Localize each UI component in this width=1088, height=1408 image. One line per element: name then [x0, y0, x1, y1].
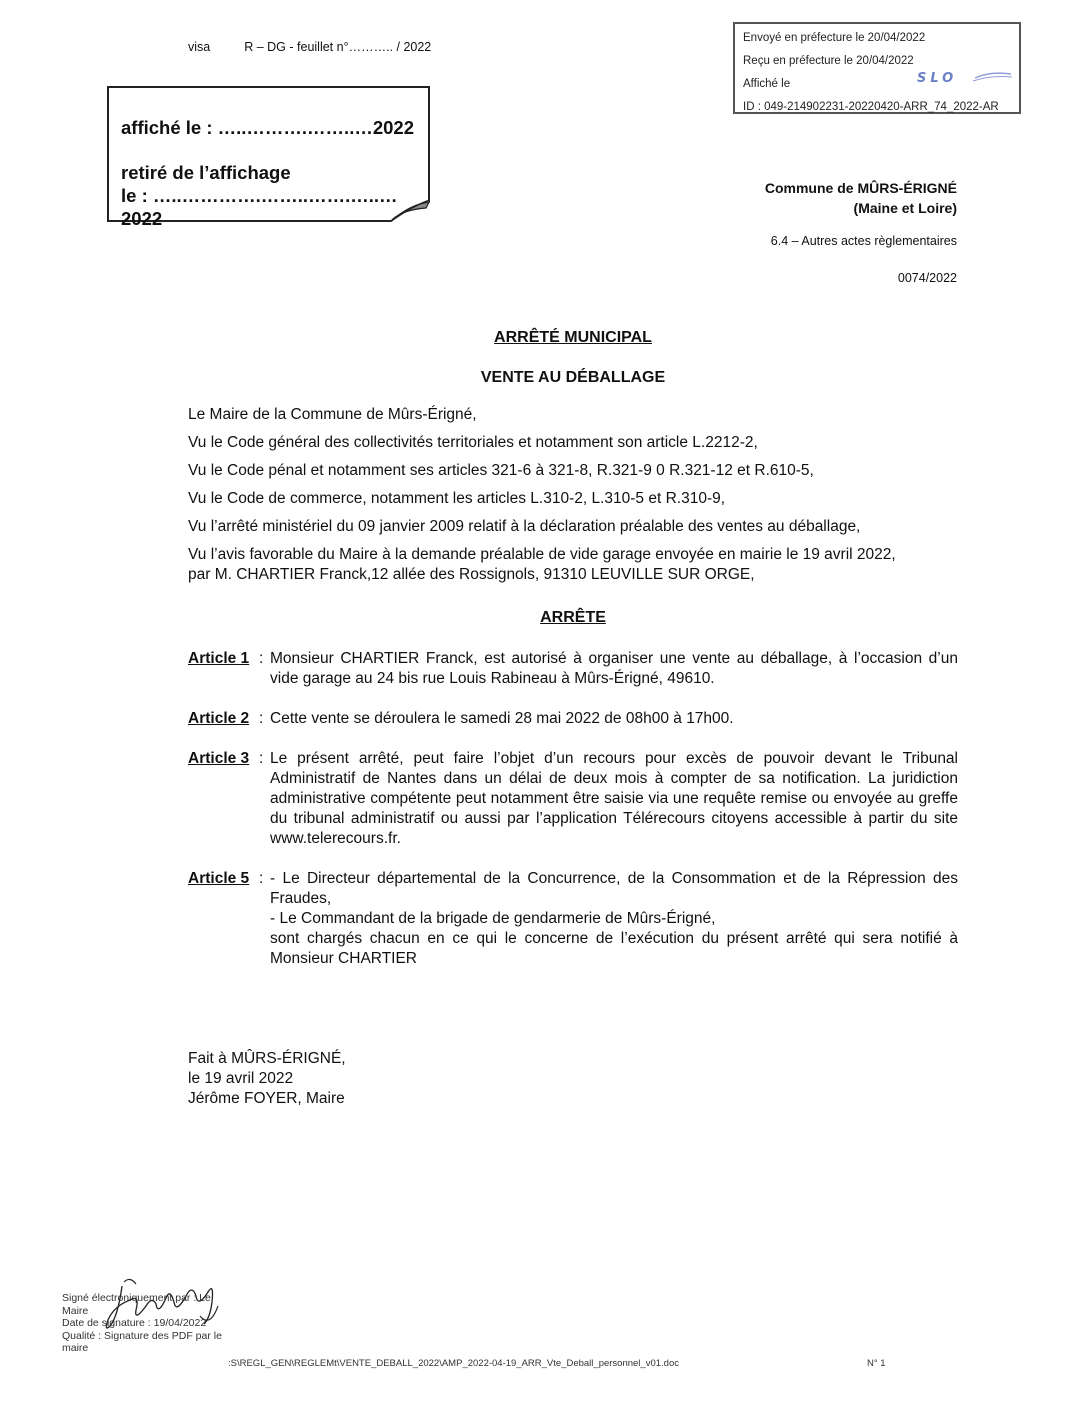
preamble-line: Vu le Code de commerce, notamment les articles L.310-2, L.310-5 et R.310-9, [188, 490, 726, 507]
arrete-heading: ARRÊTE [540, 609, 606, 626]
preamble-line: Vu le Code pénal et notamment ses articles 321-6 à 321-8, R.321-9 0 R.321-12 et R.610-5, [188, 462, 814, 479]
retire-le: le : …..………….……..…….…..…2022 [121, 185, 398, 229]
prefecture-stamp [733, 22, 1021, 114]
article-text: Cette vente se déroulera le samedi 28 mai 2022 de 08h00 à 17h00. [270, 710, 734, 727]
prefecture-recu: Reçu en préfecture le 20/04/2022 [743, 55, 914, 67]
prefecture-affiche: Affiché le [743, 78, 791, 90]
commune-block [765, 178, 957, 218]
document-title: ARRÊTÉ MUNICIPAL [494, 329, 652, 346]
preamble-line: Vu l’avis favorable du Maire à la demande préalable de vide garage envoyée en mairie le 19 avril 2022, [188, 546, 896, 563]
page-fold-icon [390, 200, 430, 222]
signature-date: le 19 avril 2022 [188, 1070, 294, 1087]
article-5: Article 5 : - Le Directeur départemental de la Concurrence, de la Consommation et de la Répression des Fraudes, - Le Commandant de la brigade de gendarmerie de Mûrs-Érigné, sont chargés chacun en ce qui le concerne de l’exécution du présent arrêté qui sera notifié à Monsieur CHARTIER [188, 870, 958, 967]
preamble-line: Le Maire de la Commune de Mûrs-Érigné, [188, 406, 477, 423]
preamble-line: Vu l’arrêté ministériel du 09 janvier 2009 relatif à la déclaration préalable des ventes au déballage, [188, 518, 861, 535]
visa-line [188, 40, 431, 54]
slo-logo-text: SLO [917, 71, 958, 85]
esign-quality: Qualité : Signature des PDF par le maire [62, 1329, 222, 1355]
esign-date: Date de signature : 19/04/2022 [62, 1317, 207, 1330]
slo-logo-icon [915, 69, 1015, 85]
preamble-line: par M. CHARTIER Franck,12 allée des Rossignols, 91310 LEUVILLE SUR ORGE, [188, 566, 755, 583]
esign-signer: Signé électroniquement par : Le Maire [62, 1292, 211, 1317]
footer-file-path: :S\REGL_GEN\REGLEMt\VENTE_DEBALL_2022\AMP_2022-04-19_ARR_Vte_Deball_personnel_v01.doc [228, 1358, 679, 1369]
prefecture-envoye: Envoyé en préfecture le 20/04/2022 [743, 32, 926, 44]
visa-reference: R – DG - feuillet n°……….. / 2022 [244, 40, 432, 54]
retire-affichage: retiré de l’affichage [121, 162, 291, 183]
affiche-le: affiché le : …..……….……..…2022 [121, 117, 414, 138]
footer-page-number: N° 1 [867, 1358, 886, 1369]
article-line: sont chargés chacun en ce qui le concerne de l’exécution du présent arrêté qui sera notifié à Monsieur CHARTIER [270, 930, 958, 967]
article-text [270, 869, 958, 969]
act-category: 6.4 – Autres actes règlementaires [770, 234, 957, 248]
affichage-box [107, 86, 430, 229]
article-label: Article 1 [188, 650, 250, 667]
commune-name: Commune de MÛRS-ÉRIGNÉ [764, 180, 957, 196]
commune-dept: (Maine et Loire) [853, 200, 957, 216]
visa-label: visa [188, 40, 211, 54]
signature-place: Fait à MÛRS-ÉRIGNÉ, [188, 1050, 346, 1067]
article-2: Article 2 : Cette vente se déroulera le samedi 28 mai 2022 de 08h00 à 17h00. [188, 709, 958, 729]
article-line: - Le Commandant de la brigade de gendarmerie de Mûrs-Érigné, [270, 910, 716, 927]
act-number: 0074/2022 [897, 271, 957, 285]
article-text: Monsieur CHARTIER Franck, est autorisé à organiser une vente au déballage, à l’occasion d’un vide garage au 24 bis rue Louis Rabineau à Mûrs-Érigné, 49610. [270, 650, 958, 687]
electronic-signature [60, 1262, 240, 1362]
signature-block [188, 1049, 346, 1109]
article-label: Article 3 [188, 750, 250, 767]
article-text: Le présent arrêté, peut faire l’objet d’un recours pour excès de pouvoir devant le Tribunal Administratif de Nantes dans un délai de deux mois à compter de sa notification. La juridiction administrative compétente peut notamment être saisie via une requête remise ou envoyée au greffe du tribunal administratif ou aussi par l’application Télérecours citoyens accessible à partir du site www.telerecours.fr. [270, 750, 958, 847]
prefecture-id: ID : 049-214902231-20220420-ARR_74_2022-AR [743, 101, 999, 113]
preamble [188, 405, 958, 593]
article-line: - Le Directeur départemental de la Concurrence, de la Consommation et de la Répression des Fraudes, [270, 870, 958, 907]
article-3: Article 3 : Le présent arrêté, peut faire l’objet d’un recours pour excès de pouvoir devant le Tribunal Administratif de Nantes dans un délai de deux mois à compter de sa notification. La juridiction administrative compétente peut notamment être saisie via une requête remise ou envoyée au greffe du tribunal administratif ou aussi par l’application Télérecours citoyens accessible à partir du site www.telerecours.fr. [188, 750, 958, 847]
article-1: Article 1 : Monsieur CHARTIER Franck, est autorisé à organiser une vente au déballage, à l’occasion d’un vide garage au 24 bis rue Louis Rabineau à Mûrs-Érigné, 49610. [188, 650, 958, 687]
document-subtitle: VENTE AU DÉBALLAGE [480, 369, 666, 386]
signature-signer: Jérôme FOYER, Maire [188, 1090, 345, 1107]
article-label: Article 5 [188, 870, 250, 887]
preamble-line: Vu le Code général des collectivités territoriales et notamment son article L.2212-2, [188, 434, 758, 451]
article-label: Article 2 [188, 710, 250, 727]
